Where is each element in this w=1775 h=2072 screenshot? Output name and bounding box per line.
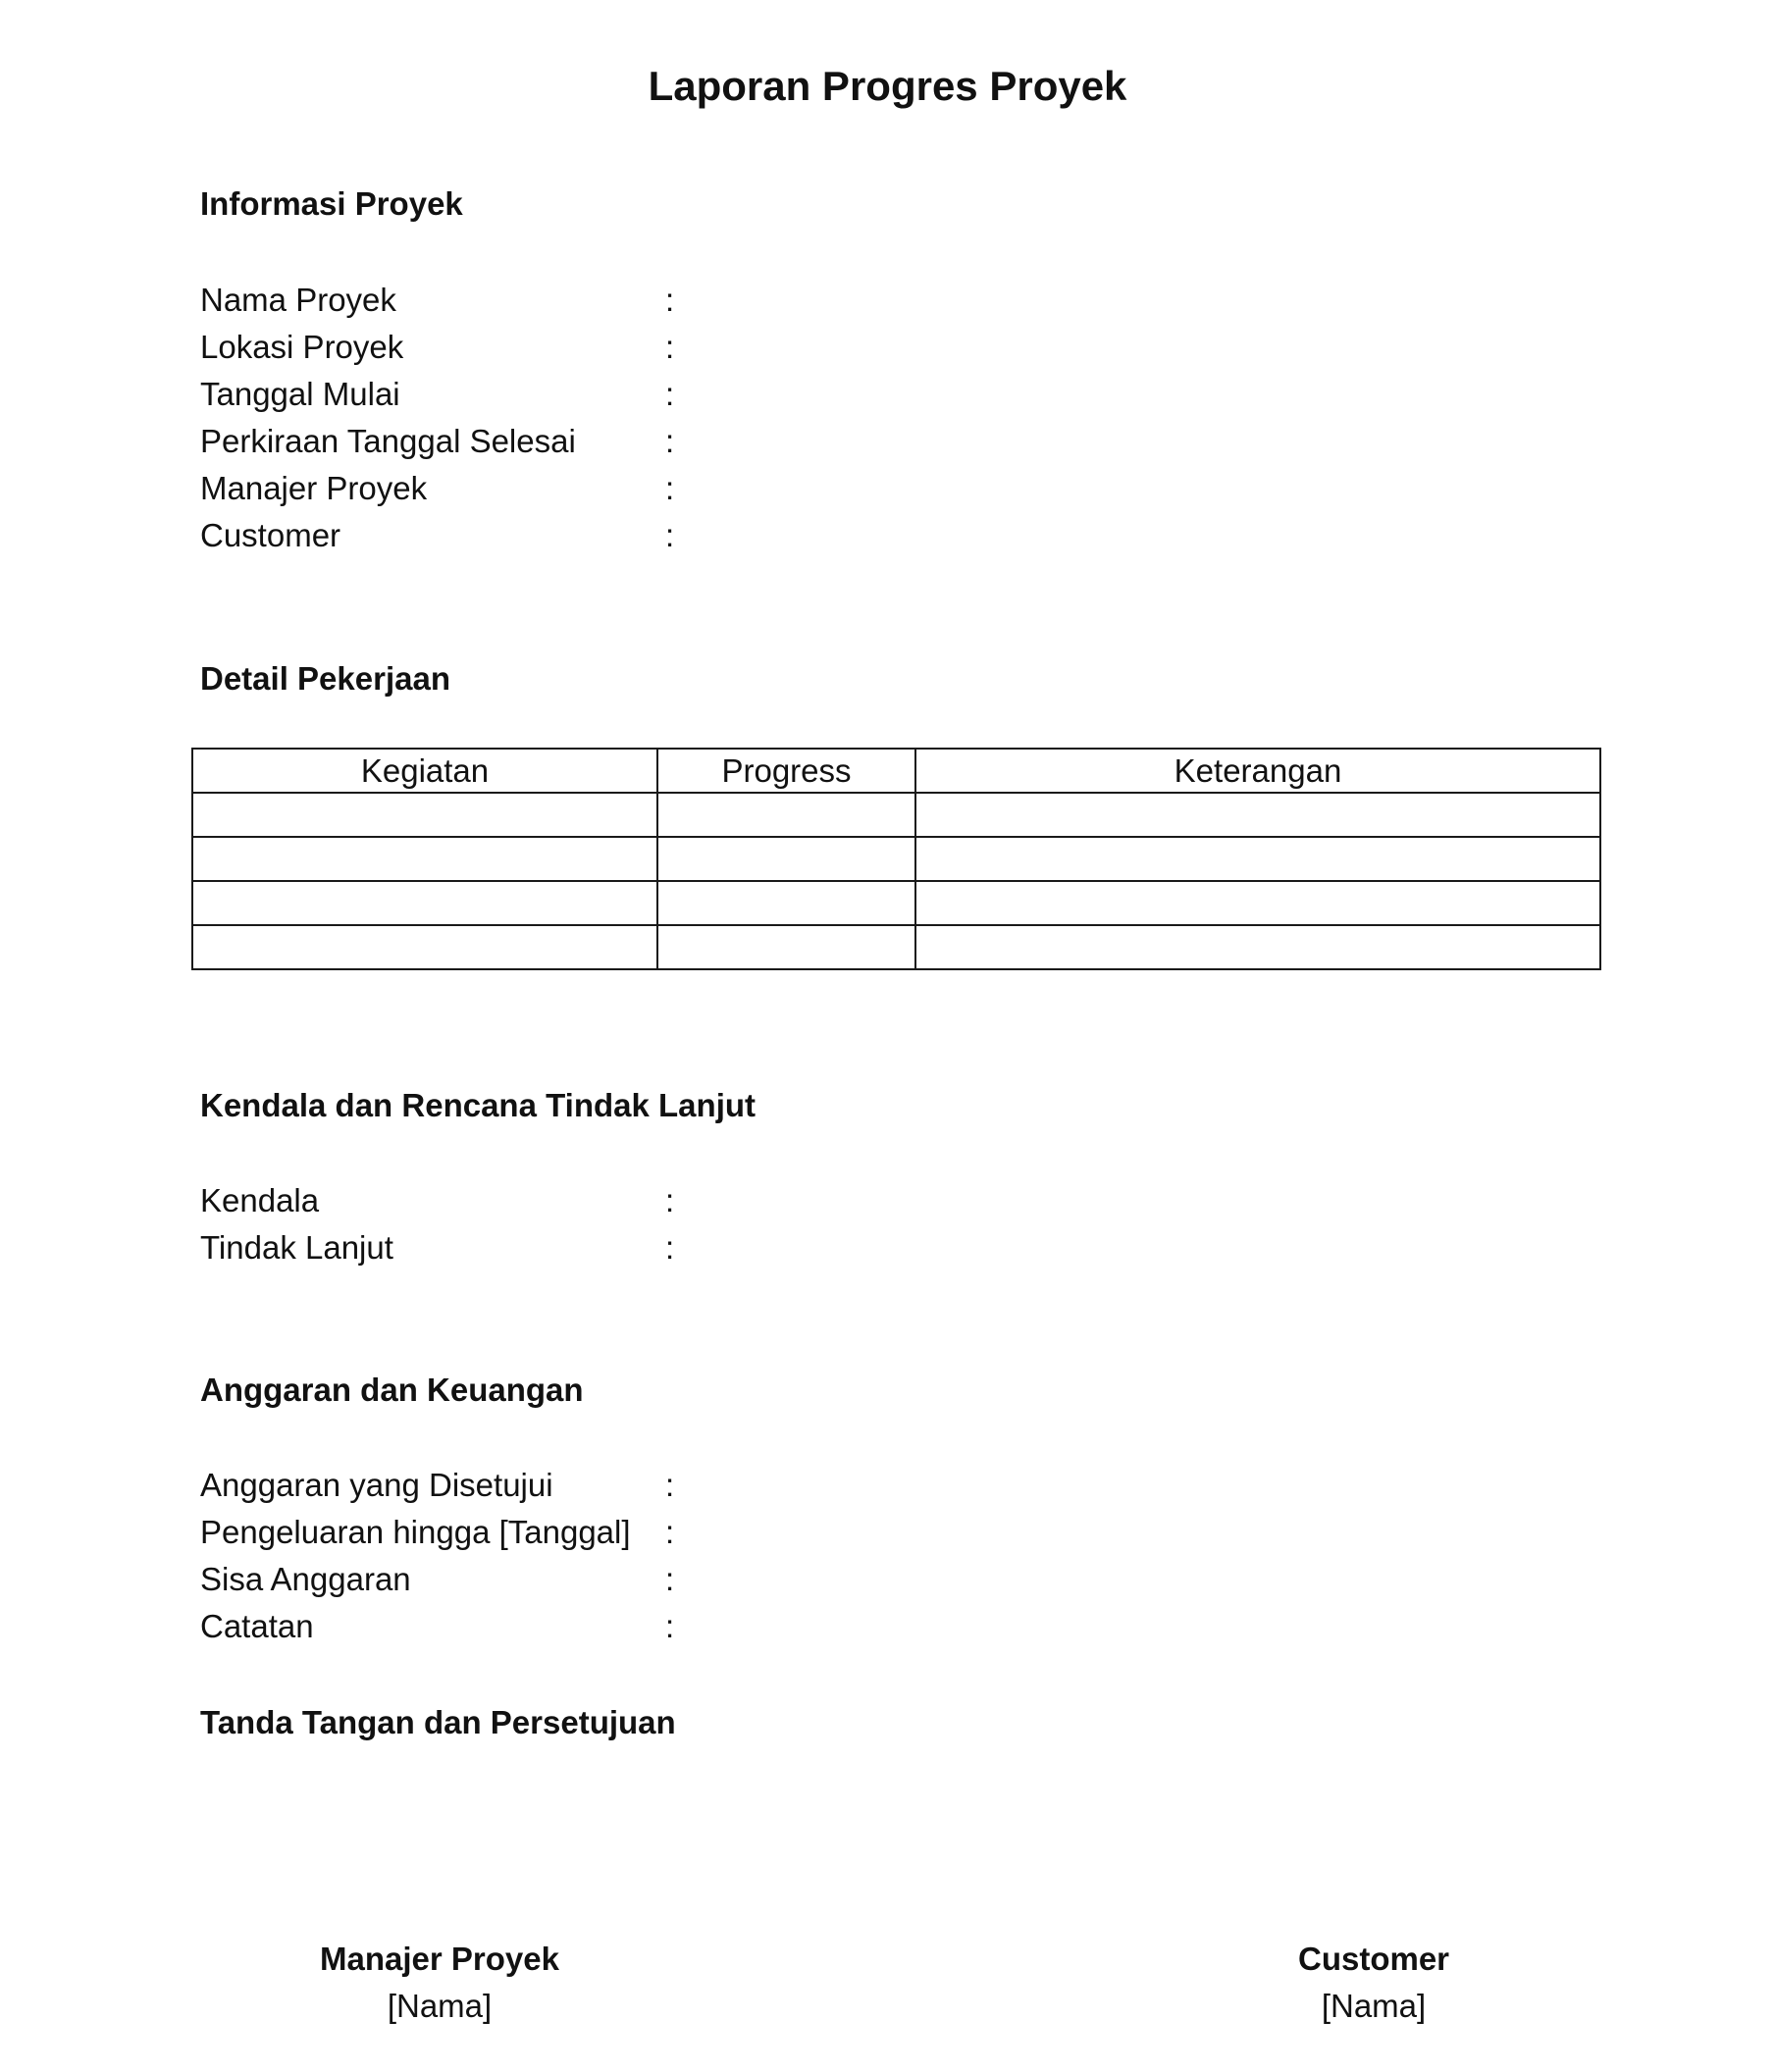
field-label: Pengeluaran hingga [Tanggal] (200, 1514, 631, 1550)
signer-role: Customer (1297, 1941, 1450, 1977)
column-header-progress: Progress (657, 749, 915, 793)
table-cell[interactable] (915, 925, 1600, 969)
field-row (200, 465, 1574, 512)
section-heading-budget: Anggaran dan Keuangan (200, 1372, 584, 1408)
table-cell[interactable] (192, 837, 657, 881)
table-cell[interactable] (192, 881, 657, 925)
table-cell[interactable] (192, 793, 657, 837)
table-header-row (192, 749, 1600, 793)
field-row (200, 277, 1574, 324)
signature-block-customer (1128, 1936, 1619, 2030)
table-cell[interactable] (915, 793, 1600, 837)
work-detail-table (191, 748, 1601, 970)
field-label: Tanggal Mulai (200, 376, 400, 412)
field-colon: : (665, 329, 675, 365)
table-cell[interactable] (915, 881, 1600, 925)
field-row (200, 1462, 1574, 1509)
field-label: Nama Proyek (200, 282, 396, 318)
field-colon: : (665, 1229, 675, 1266)
field-label: Catatan (200, 1608, 314, 1644)
field-row (200, 418, 1574, 465)
table-cell[interactable] (657, 837, 915, 881)
field-label: Perkiraan Tanggal Selesai (200, 423, 576, 459)
section-heading-info: Informasi Proyek (200, 185, 463, 222)
field-label: Kendala (200, 1182, 320, 1218)
table-cell[interactable] (657, 925, 915, 969)
table-row (192, 837, 1600, 881)
field-label: Sisa Anggaran (200, 1561, 411, 1597)
field-colon: : (665, 1608, 675, 1644)
field-label: Lokasi Proyek (200, 329, 404, 365)
signer-name: [Nama] (387, 1988, 493, 2024)
column-header-keterangan: Keterangan (915, 749, 1600, 793)
field-colon: : (665, 1561, 675, 1597)
field-label: Anggaran yang Disetujui (200, 1467, 553, 1503)
field-row (200, 1224, 1574, 1271)
table-cell[interactable] (657, 793, 915, 837)
field-row (200, 1509, 1574, 1556)
field-row (200, 371, 1574, 418)
field-colon: : (665, 423, 675, 459)
signer-name: [Nama] (1321, 1988, 1427, 2024)
section-heading-signature: Tanda Tangan dan Persetujuan (200, 1704, 676, 1740)
section-heading-detail: Detail Pekerjaan (200, 660, 450, 697)
field-label: Manajer Proyek (200, 470, 428, 506)
document-title: Laporan Progres Proyek (648, 63, 1127, 109)
section-heading-issues: Kendala dan Rencana Tindak Lanjut (200, 1087, 757, 1123)
field-row (200, 1556, 1574, 1603)
field-colon: : (665, 282, 675, 318)
field-colon: : (665, 470, 675, 506)
table-cell[interactable] (192, 925, 657, 969)
field-colon: : (665, 1514, 675, 1550)
field-colon: : (665, 517, 675, 553)
field-row (200, 1177, 1574, 1224)
table-cell[interactable] (915, 837, 1600, 881)
table-row (192, 881, 1600, 925)
field-colon: : (665, 376, 675, 412)
signature-block-manager (194, 1936, 685, 2030)
column-header-kegiatan: Kegiatan (192, 749, 657, 793)
field-label: Tindak Lanjut (200, 1229, 393, 1266)
field-colon: : (665, 1182, 675, 1218)
signer-role: Manajer Proyek (320, 1941, 559, 1977)
table-row (192, 925, 1600, 969)
field-row (200, 512, 1574, 559)
table-row (192, 793, 1600, 837)
table-cell[interactable] (657, 881, 915, 925)
field-row (200, 324, 1574, 371)
field-colon: : (665, 1467, 675, 1503)
field-row (200, 1603, 1574, 1650)
field-label: Customer (200, 517, 341, 553)
